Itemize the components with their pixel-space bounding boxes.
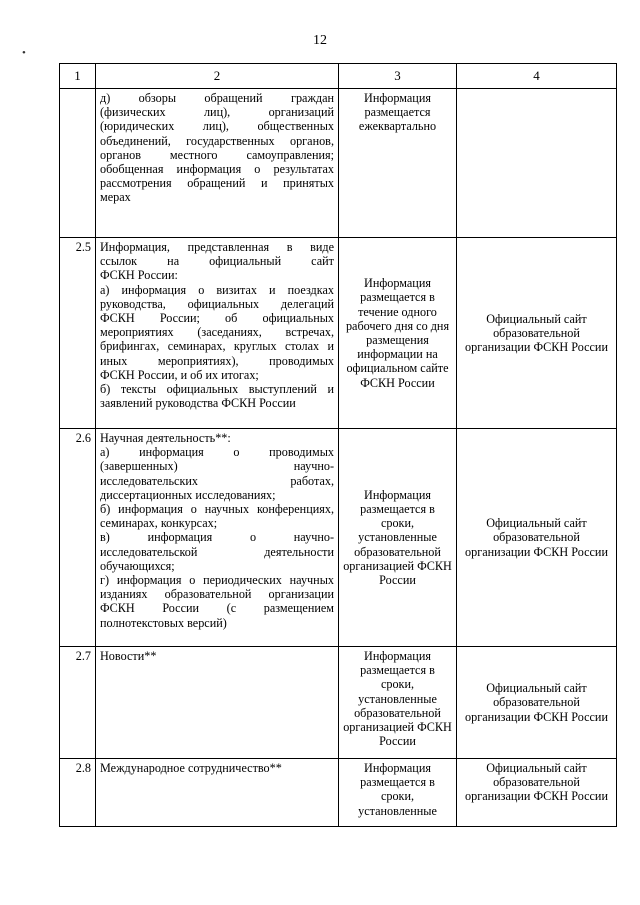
desc-line: Научная деятельность**:: [100, 431, 231, 445]
desc-line: диссертационных исследованиях;: [100, 487, 276, 502]
desc-line: (завершенных) научно-: [100, 459, 334, 474]
desc-line: ФСКН России; об официальных: [100, 311, 334, 326]
desc-line: (юридических лиц), общественных: [100, 119, 334, 134]
desc-line: г) информация о периодических научных: [100, 573, 334, 588]
desc-line: б) тексты официальных выступлений и: [100, 382, 334, 397]
desc-line: исследовательской деятельности: [100, 544, 334, 559]
desc-line: изданиях образовательной организации: [100, 587, 334, 602]
header-cell: 2: [96, 64, 339, 89]
desc-line: а) информация о проводимых: [100, 445, 334, 460]
header-cell: 4: [457, 64, 617, 89]
desc-line: ФСКН России, и об их итогах;: [100, 367, 259, 382]
row-site: Официальный сайт образовательной организации ФСКН России: [457, 429, 617, 647]
row-number: [60, 89, 96, 238]
desc-line: семинарах, конкурсах;: [100, 516, 218, 531]
row-site: Официальный сайт образовательной организации ФСКН России: [457, 647, 617, 759]
row-description: [96, 759, 339, 827]
desc-line: Международное сотрудничество**: [100, 761, 282, 775]
row-period: Информация размещается в сроки, установленные образовательной организацией ФСКН России: [339, 647, 457, 759]
page-number: 12: [313, 33, 327, 48]
desc-line: мерах: [100, 190, 131, 205]
desc-line: д) обзоры обращений граждан: [100, 91, 334, 105]
row-description: [96, 647, 339, 759]
table-header-row: [60, 64, 617, 89]
desc-line: полнотекстовых версий): [100, 615, 227, 630]
desc-line: Новости**: [100, 649, 157, 663]
table-row: [60, 429, 617, 647]
desc-line: брифингах, семинарах, круглых столах и: [100, 339, 334, 354]
desc-line: органов местного самоуправления;: [100, 147, 334, 162]
row-period: Информация размещается в течение одного рабочего дня со дня размещения информации на официальном сайте ФСКН России: [339, 238, 457, 429]
desc-line: исследовательских работах,: [100, 473, 334, 488]
desc-line: ФСКН России:: [100, 268, 178, 283]
desc-line: иных мероприятиях), проводимых: [100, 353, 334, 368]
desc-line: а) информация о визитах и поездках: [100, 282, 334, 297]
row-number: 2.5: [60, 238, 96, 429]
desc-line: рассмотрения обращений и принятых: [100, 176, 334, 191]
row-number: 2.8: [60, 759, 96, 827]
row-number: 2.6: [60, 429, 96, 647]
row-site: [457, 89, 617, 238]
desc-line: обучающихся;: [100, 558, 175, 573]
row-period: Информация размещается в сроки, установленные образовательной организацией ФСКН России: [339, 429, 457, 647]
row-description: [96, 89, 339, 238]
desc-line: мероприятиях (заседаниях, встречах,: [100, 325, 334, 340]
desc-line: руководства, официальных делегаций: [100, 296, 334, 311]
desc-line: ссылок на официальный сайт: [100, 254, 334, 269]
table-row: [60, 89, 617, 238]
table-row: [60, 238, 617, 429]
desc-line: б) информация о научных конференциях,: [100, 502, 334, 517]
header-cell: 1: [60, 64, 96, 89]
row-period: Информация размещается в сроки, установленные: [339, 759, 457, 827]
desc-line: (физических лиц), организаций: [100, 105, 334, 120]
row-number: 2.7: [60, 647, 96, 759]
table-row: [60, 759, 617, 827]
row-description: [96, 238, 339, 429]
desc-line: Информация, представленная в виде: [100, 240, 334, 254]
row-description: [96, 429, 339, 647]
desc-line: объединений, государственных органов,: [100, 133, 334, 148]
row-period: Информация размещается ежеквартально: [339, 89, 457, 238]
header-cell: 3: [339, 64, 457, 89]
row-site: Официальный сайт образовательной организации ФСКН России: [457, 238, 617, 429]
desc-line: обобщенная информация о результатах: [100, 162, 334, 177]
desc-line: заявлений руководства ФСКН России: [100, 396, 296, 411]
document-table: [59, 63, 617, 827]
table-row: [60, 647, 617, 759]
desc-line: ФСКН России (с размещением: [100, 601, 334, 616]
row-site: Официальный сайт образовательной организации ФСКН России: [457, 759, 617, 827]
desc-line: в) информация о научно-: [100, 530, 334, 545]
corner-mark: •: [22, 47, 26, 59]
